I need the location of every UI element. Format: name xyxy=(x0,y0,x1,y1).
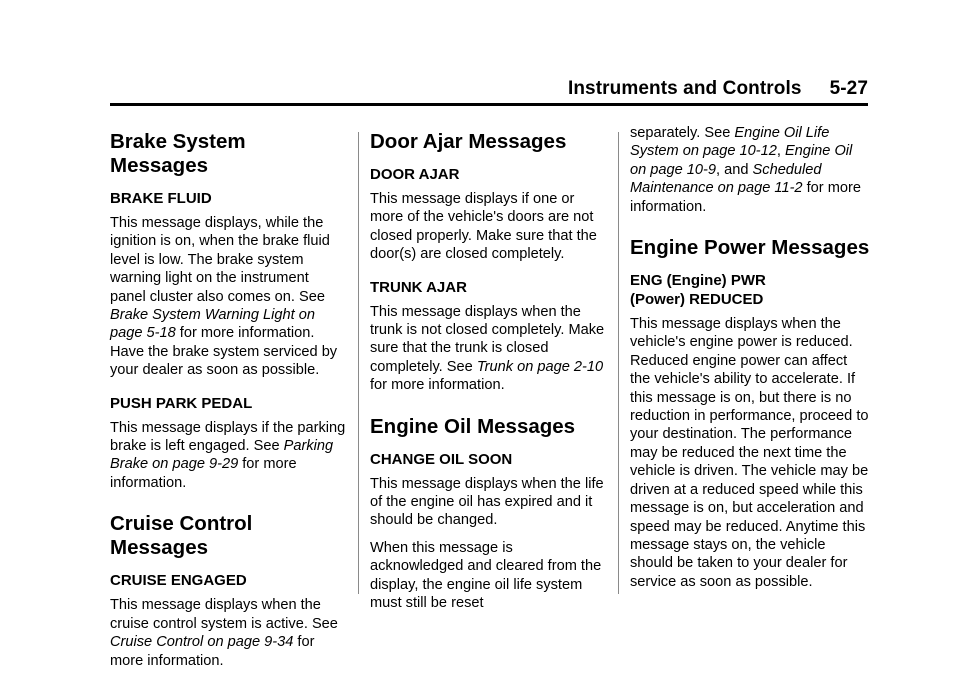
section-title: Instruments and Controls xyxy=(567,78,802,99)
subheading-push-park-pedal: PUSH PARK PEDAL xyxy=(110,394,253,412)
paragraph-change-oil-2: When this message is acknowledged and cleared from the display, the engine oil life system must still be reset xyxy=(370,539,602,612)
link-trunk[interactable]: Trunk on page 2-10 xyxy=(476,358,604,375)
heading-brake-system-messages: Brake System Messages xyxy=(110,130,246,177)
link-parking-brake[interactable]: Parking Brake on page 9-29 xyxy=(110,438,334,473)
paragraph-change-oil-1: This message displays when the life of the engine oil has expired and it should be changed. xyxy=(370,475,604,529)
paragraph-eng-pwr-reduced: This message displays when the vehicle's engine power is reduced. Reduced engine power can affect the vehicle's ability to accelerate. If this message is on, but there is no reduction in performance, proceed to your destination. The performance may be reduced the next time the vehicle is driven. The vehicle may be driven at a reduced speed while this message is on, but acceleration and speed may be reduced. Anytime this message stays on, the vehicle should be taken to your dealer for service as soon as possible. xyxy=(630,316,869,590)
link-cruise-control[interactable]: Cruise Control on page 9-34 xyxy=(110,634,294,651)
heading-engine-power-messages: Engine Power Messages xyxy=(630,236,870,260)
subheading-cruise-engaged: CRUISE ENGAGED xyxy=(110,572,247,590)
page-number: 5-27 xyxy=(829,78,868,99)
link-brake-system-warning-light[interactable]: Brake System Warning Light on page 5-18 xyxy=(110,307,315,342)
paragraph-oil-continued: separately. See Engine Oil Life System on page 10-12, Engine Oil on page 10-9, and Scheduled Maintenance on page 11-2 for more information. xyxy=(630,125,861,215)
column-1 xyxy=(110,124,348,679)
subheading-door-ajar: DOOR AJAR xyxy=(370,166,460,183)
subheading-brake-fluid: BRAKE FLUID xyxy=(110,190,212,207)
link-engine-oil[interactable]: Engine Oil on page 10-9 xyxy=(630,143,853,178)
paragraph-trunk-ajar: This message displays when the trunk is not closed completely. Make sure that the trunk is closed completely. See Trunk on page 2-10 for more information. xyxy=(370,303,605,394)
link-scheduled-maintenance[interactable]: Scheduled Maintenance on page 11-2 xyxy=(630,161,822,197)
page-header xyxy=(110,0,868,106)
link-engine-oil-life-system[interactable]: Engine Oil Life System on page 10-12 xyxy=(630,125,830,160)
heading-cruise-control-messages: Cruise Control Messages xyxy=(110,512,253,560)
subheading-eng-pwr-reduced: ENG (Engine) PWR (Power) REDUCED xyxy=(630,272,766,309)
heading-door-ajar-messages: Door Ajar Messages xyxy=(370,130,567,153)
header-rule xyxy=(110,103,868,106)
paragraph-door-ajar: This message displays if one or more of the vehicle's doors are not closed properly. Make sure that the door(s) are closed completely. xyxy=(370,191,597,263)
running-header xyxy=(568,78,868,100)
column-2 xyxy=(370,124,608,622)
column-divider xyxy=(618,132,619,594)
subheading-change-oil-soon: CHANGE OIL SOON xyxy=(370,450,513,468)
column-3 xyxy=(630,124,870,600)
subheading-trunk-ajar: TRUNK AJAR xyxy=(370,278,467,296)
heading-engine-oil-messages: Engine Oil Messages xyxy=(370,414,576,438)
column-divider xyxy=(358,132,359,594)
paragraph-brake-fluid: This message displays, while the ignition is on, when the brake fluid level is low. The brake system warning light on the instrument panel cluster also comes on. See Brake System Warning Light on page 5-18 for more information. Have the brake system serviced by your dealer as soon as possible. xyxy=(110,215,338,379)
paragraph-cruise-engaged: This message displays when the cruise control system is active. See Cruise Control on page 9-34 for more information. xyxy=(110,597,338,669)
paragraph-push-park-pedal: This message displays if the parking brake is left engaged. See Parking Brake on page 9-29 for more information. xyxy=(110,419,346,491)
